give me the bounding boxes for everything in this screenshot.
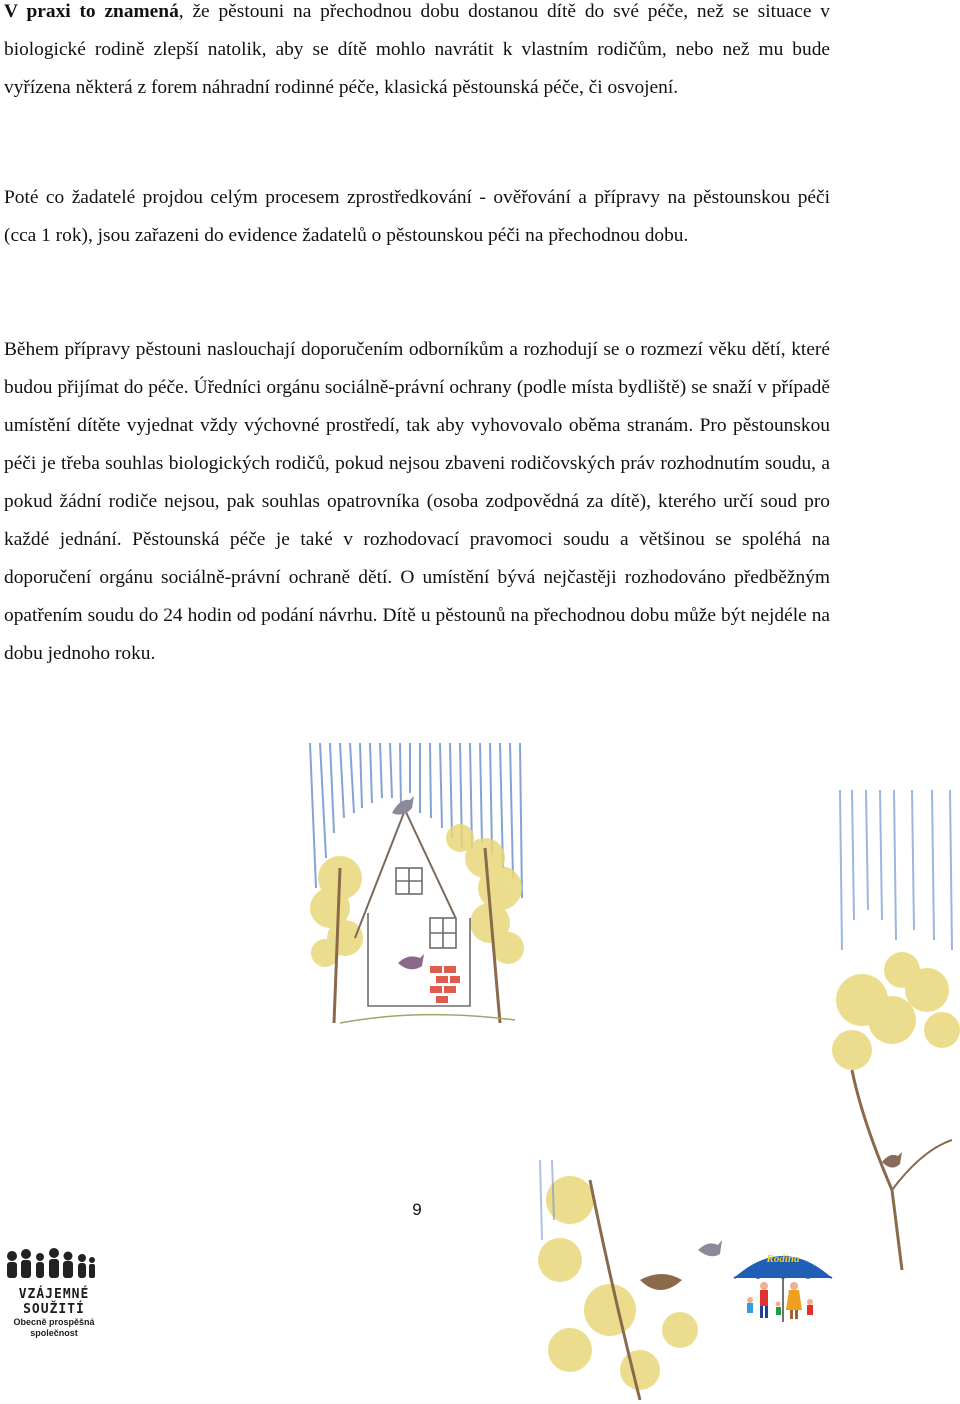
paragraph-3-text: Během přípravy pěstouni naslouchají doporučením odborníkům a rozhodují se o rozmezí věku dětí, které budou přijímat do péče. Úředníci orgánu sociálně-právní ochrany (podle místa bydliště) se snaží v případě umístění dítěte vyjednat vždy výchovné prostředí, tak aby vyhovovalo oběma stranám. Pro pěstounskou péči je třeba souhlas biologických rodičů, pokud nejsou zbaveni rodičovských práv rozhodnutím soudu, a pokud žádní rodiče nejsou, pak souhlas opatrovníka (osoba zodpovědná za dítě), kterého určí soud pro každé jednání. Pěstounská péče je také v rozhodovací pravomoci soudu a většinou se spoléhá na doporučení orgánu sociálně-právní ochraně dětí. O umístění bývá nejčastěji rozhodováno předběžným opatřením soudu do 24 hodin od podání návrhu. Dítě u pěstounů na přechodnou dobu může být nejdéle na dobu jednoho roku. [4, 339, 830, 664]
rodina-logo [728, 1238, 838, 1328]
paragraph-1-lead: V praxi to znamená [4, 1, 179, 22]
nest-icon [640, 1274, 682, 1290]
grass [340, 1015, 515, 1023]
logo-line-3: Obecně prospěšná [13, 1317, 95, 1327]
house-drawing-illustration [300, 738, 530, 1038]
family-figures-icon [747, 1282, 813, 1319]
paragraph-2 [4, 179, 830, 255]
people-group-icon [4, 1248, 96, 1282]
branch-bird-icon [698, 1240, 722, 1256]
side-trees-illustration [832, 790, 960, 1270]
bird-on-roof-icon [392, 796, 414, 815]
vzajemne-souziti-logo [4, 1248, 104, 1339]
paragraph-2-text: Poté co žadatelé projdou celým procesem zprostředkování - ověřování a přípravy na pěstounskou péči (cca 1 rok), jsou zařazeni do evidence žadatelů o pěstounskou péči na přechodnou dobu. [4, 187, 830, 246]
logo-line-4: společnost [30, 1328, 78, 1338]
paragraph-3 [4, 331, 830, 673]
rodina-logo-label: Rodina [766, 1253, 800, 1265]
logo-line-1: VZÁJEMNÉ [18, 1287, 90, 1302]
side-bird-icon [882, 1152, 902, 1168]
bottom-tree-illustration [530, 1160, 730, 1400]
paragraph-1 [4, 0, 830, 107]
logo-line-2: SOUŽITÍ [23, 1302, 85, 1317]
paragraph-1-text: , že pěstouni na přechodnou dobu dostanou dítě do své péče, než se situace v biologické rodině zlepší natolik, aby se dítě mohlo navrátit k vlastním rodičům, nebo než mu bude vyřízena některá z forem náhradní rodinné péče, klasická pěstounská péče, či osvojení. [4, 1, 831, 98]
page-number: 9 [412, 1200, 422, 1219]
